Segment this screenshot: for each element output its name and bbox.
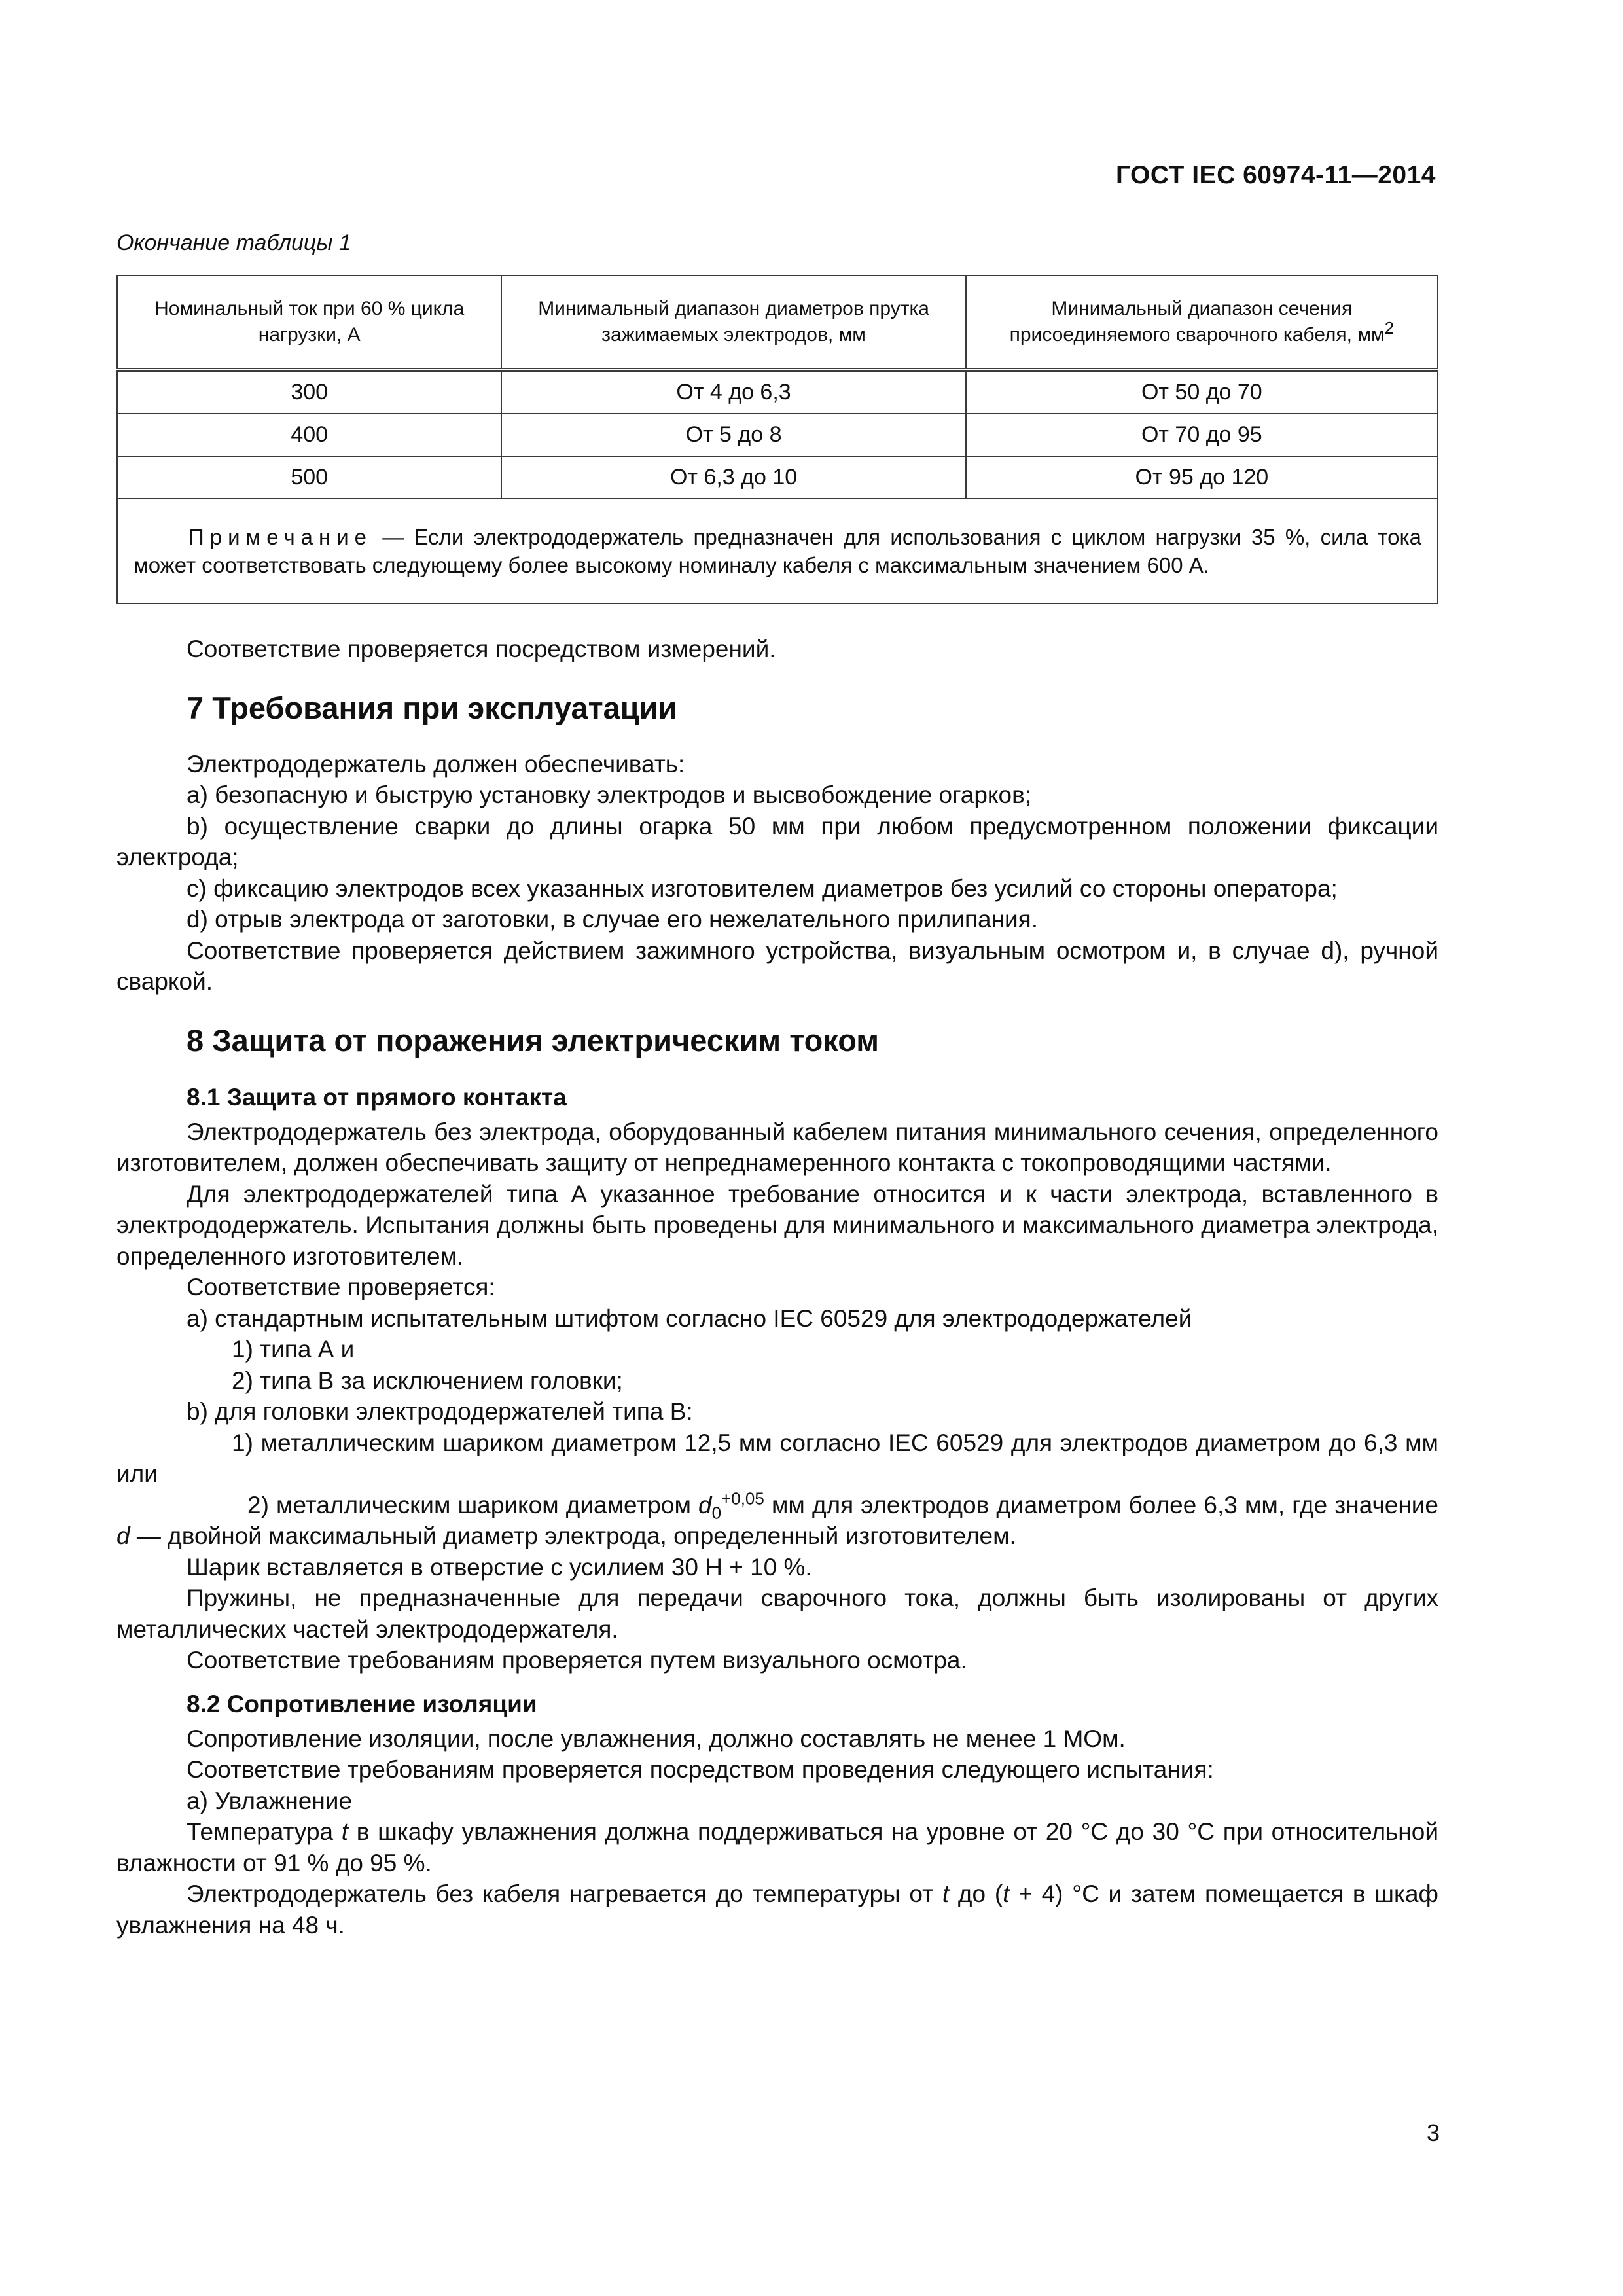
table-header-row <box>117 276 1438 370</box>
section-8-1-heading: 8.1 Защита от прямого контакта <box>187 1083 567 1111</box>
table-cell: От 4 до 6,3 <box>501 370 965 414</box>
paragraph: Для электрододержателей типа А указанное требование относится и к части электрода, вставленного в электрододержатель. Испытания должны быть проведены для минимального и максимального диаметра электрода, определенного изготовителем. <box>116 1180 1438 1270</box>
paragraph: Соответствие требованиям проверяется посредством проведения следующего испытания: <box>187 1756 1214 1783</box>
table-cell: От 6,3 до 10 <box>501 456 965 499</box>
table-cell: 400 <box>117 414 501 456</box>
table-row <box>117 370 1438 414</box>
paragraph: Электрододержатель без электрода, оборудованный кабелем питания минимального сечения, определенного изготовителем, должен обеспечивать защиту от непреднамеренного контакта с токопроводящими частями. <box>116 1118 1438 1176</box>
superscript: +0,05 <box>721 1488 764 1509</box>
variable-d: d <box>116 1522 130 1549</box>
paragraph <box>116 1816 1438 1878</box>
paragraph <box>116 1878 1438 1941</box>
list-item: b) для головки электрододержателей типа В: <box>187 1398 693 1425</box>
note-text: — Если электрододержатель предназначен для использования с циклом нагрузки 35 %, сила тока может соответствовать следующему более высокому номиналу кабеля с максимальным значением 600 А. <box>134 525 1421 577</box>
table-note <box>117 499 1438 603</box>
list-item: a) безопасную и быструю установку электродов и высвобождение огарков; <box>187 781 1032 808</box>
list-item: b) осуществление сварки до длины огарка 50 мм при любом предусмотренном положении фиксации электрода; <box>116 812 1438 870</box>
table-note-row <box>117 499 1438 603</box>
variable-t: t <box>1003 1880 1010 1907</box>
list-item: a) стандартным испытательным штифтом согласно IEC 60529 для электрододержателей <box>187 1304 1192 1332</box>
sub-list-item: 1) металлическим шариком диаметром 12,5 мм согласно IEC 60529 для электродов диаметром до 6,3 мм или <box>116 1429 1438 1487</box>
paragraph: Сопротивление изоляции, после увлажнения, должно составлять не менее 1 МОм. <box>187 1725 1126 1752</box>
text-run: Температура <box>187 1818 342 1845</box>
section-8-heading: 8 Защита от поражения электрическим током <box>187 1022 880 1058</box>
table-header-cell: Минимальный диапазон диаметров прутка зажимаемых электродов, мм <box>501 276 965 370</box>
table-cell: От 70 до 95 <box>966 414 1438 456</box>
paragraph: Соответствие требованиям проверяется путем визуального осмотра. <box>187 1647 967 1674</box>
paragraph: Соответствие проверяется действием зажимного устройства, визуальным осмотром и, в случае d), ручной сваркой. <box>116 937 1438 995</box>
variable-t: t <box>942 1880 950 1907</box>
paragraph: Пружины, не предназначенные для передачи сварочного тока, должны быть изолированы от других металлических частей электрододержателя. <box>116 1585 1438 1643</box>
paragraph: Соответствие проверяется посредством измерений. <box>187 636 776 662</box>
text-run: в шкафу увлажнения должна поддерживаться на уровне от 20 °С до 30 °С при относительной влажности от 91 % до 95 %. <box>116 1818 1438 1876</box>
table-row <box>117 456 1438 499</box>
variable-t: t <box>341 1818 349 1845</box>
paragraph: Электрододержатель должен обеспечивать: <box>187 750 685 778</box>
superscript: 2 <box>1384 318 1395 338</box>
text-run: 2) металлическим шариком диаметром <box>247 1491 699 1518</box>
text-run: — двойной максимальный диаметр электрода, определенный изготовителем. <box>130 1522 1016 1549</box>
paragraph: Соответствие проверяется: <box>187 1274 495 1300</box>
table-cell: От 5 до 8 <box>501 414 965 456</box>
section-8-2-heading: 8.2 Сопротивление изоляции <box>187 1690 537 1717</box>
variable-d: d <box>698 1491 712 1518</box>
sub-list-item <box>116 1490 1438 1552</box>
table-cell: 500 <box>117 456 501 499</box>
section-7-heading: 7 Требования при эксплуатации <box>187 690 677 725</box>
sub-list-item: 1) типа А и <box>232 1336 355 1363</box>
list-item: d) отрыв электрода от заготовки, в случае его нежелательного прилипания. <box>187 906 1038 933</box>
document-body <box>116 634 1438 1941</box>
subscript: 0 <box>711 1502 722 1522</box>
text-run: до ( <box>949 1880 1003 1907</box>
table-cell: 300 <box>117 370 501 414</box>
header-text: Минимальный диапазон сечения присоединяемого сварочного кабеля, мм <box>1009 298 1385 346</box>
sub-list-item: 2) типа В за исключением головки; <box>232 1367 623 1394</box>
page-number: 3 <box>1426 2119 1440 2146</box>
note-label: Примечание <box>188 525 373 549</box>
list-item: a) Увлажнение <box>187 1787 353 1814</box>
text-run: мм для электродов диаметром более 6,3 мм, где значение <box>764 1491 1439 1518</box>
table-cell: От 50 до 70 <box>966 370 1438 414</box>
paragraph: Шарик вставляется в отверстие с усилием 30 Н + 10 %. <box>187 1553 812 1581</box>
text-run: Электрододержатель без кабеля нагревается до температуры от <box>187 1880 942 1907</box>
table-caption: Окончание таблицы 1 <box>116 230 351 255</box>
table-row <box>117 414 1438 456</box>
table-header-cell <box>966 276 1438 370</box>
text-run: + 4) °С и затем помещается в шкаф увлажнения на 48 ч. <box>116 1880 1438 1939</box>
table-cell: От 95 до 120 <box>966 456 1438 499</box>
table-header-cell: Номинальный ток при 60 % цикла нагрузки, А <box>117 276 501 370</box>
table-1 <box>116 275 1438 604</box>
list-item: c) фиксацию электродов всех указанных изготовителем диаметров без усилий со стороны оператора; <box>187 874 1338 902</box>
document-code: ГОСТ IEC 60974-11—2014 <box>1115 161 1436 189</box>
